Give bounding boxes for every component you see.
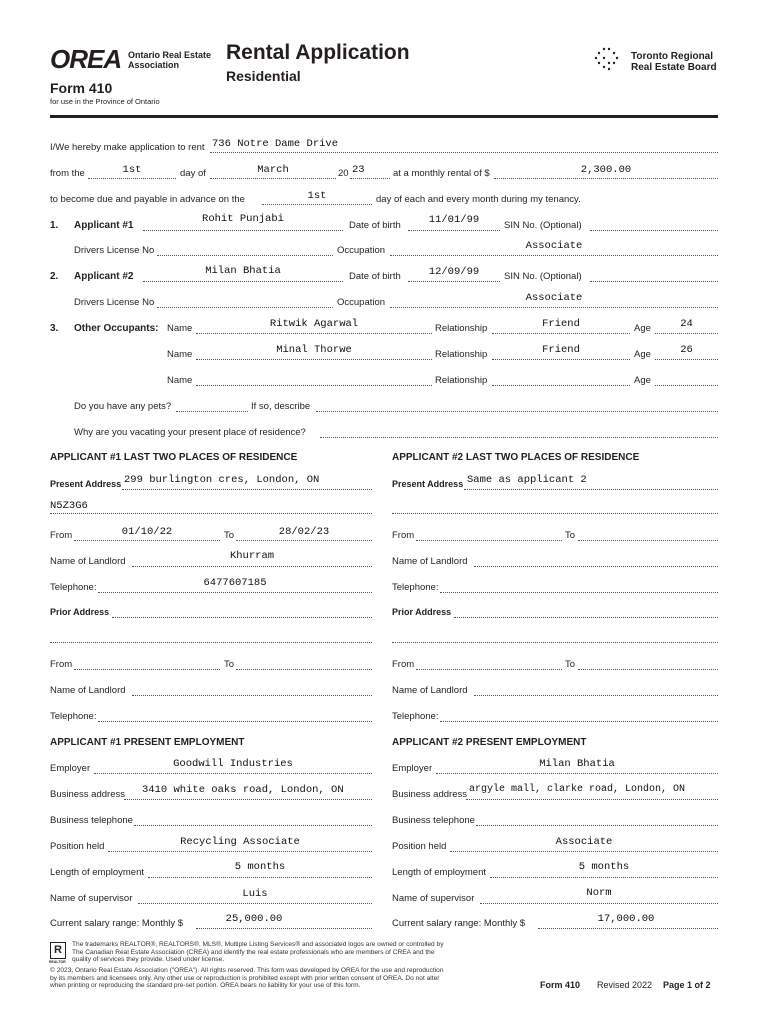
- month-value[interactable]: March: [257, 164, 289, 176]
- occupant3-name-line: [196, 385, 432, 386]
- a2-length[interactable]: 5 months: [578, 861, 630, 873]
- from-label: From: [50, 530, 73, 541]
- trreb-logo-icon: [592, 46, 622, 72]
- to-label-3: To: [565, 530, 576, 541]
- a1-supervisor[interactable]: Luis: [242, 888, 268, 900]
- a2-to-line: [578, 540, 718, 541]
- occupant-age-label-3: Age: [634, 375, 651, 386]
- due-day-line: [262, 204, 372, 205]
- a1-business-phone-line: [134, 825, 372, 826]
- supervisor-label-2: Name of supervisor: [392, 893, 475, 904]
- applicant1-label: Applicant #1: [74, 220, 134, 231]
- applicant2-name[interactable]: Milan Bhatia: [205, 265, 281, 277]
- a1-prior-line2: [50, 642, 372, 643]
- landlord-label-4: Name of Landlord: [392, 685, 468, 696]
- occupant1-relationship[interactable]: Friend: [542, 318, 580, 330]
- applicant2-number: 2.: [50, 271, 59, 282]
- a1-telephone[interactable]: 6477607185: [203, 577, 267, 589]
- applicant2-sin-line: [590, 281, 718, 282]
- a2-employer[interactable]: Milan Bhatia: [539, 758, 615, 770]
- a2-employer-line: [436, 773, 718, 774]
- if-so-label: If so, describe: [251, 401, 311, 412]
- a1-position-line: [108, 851, 372, 852]
- sin-label: SIN No. (Optional): [504, 220, 582, 231]
- applicant1-sin-line: [590, 230, 718, 231]
- applicant2-dob-line: [408, 281, 500, 282]
- present-address-label: Present Address: [50, 479, 122, 489]
- a1-salary[interactable]: 25,000.00: [225, 913, 283, 925]
- a2-prior-telephone-line: [440, 721, 718, 722]
- applicant1-occupation-line: [390, 255, 718, 256]
- position-label-2: Position held: [392, 841, 447, 852]
- a2-present-address-line2: [392, 513, 718, 514]
- from-label-3: From: [392, 530, 415, 541]
- pets-describe-line: [316, 411, 718, 412]
- a1-to[interactable]: 28/02/23: [278, 526, 330, 538]
- form-title: Rental Application: [226, 41, 410, 64]
- telephone-label-2: Telephone:: [50, 711, 97, 722]
- occupant-name-label: Name: [167, 323, 193, 334]
- drivers-label: Drivers License No: [74, 245, 155, 256]
- a2-present-address-line: [464, 489, 718, 490]
- applicant2-name-line: [143, 281, 343, 282]
- a2-prior-landlord-line: [474, 695, 718, 696]
- a2-business-address-line: [466, 799, 718, 800]
- a1-business-address-line: [124, 799, 372, 800]
- header-rule: [50, 115, 718, 118]
- due-day-value[interactable]: 1st: [307, 190, 327, 202]
- a2-position-line: [450, 851, 718, 852]
- due-suffix: day of each and every month during my tenancy.: [376, 194, 581, 205]
- year-line: [350, 178, 390, 179]
- salary-label-2: Current salary range: Monthly $: [392, 918, 526, 929]
- occupants-number: 3.: [50, 323, 59, 334]
- year-value[interactable]: 23: [352, 164, 365, 176]
- make-application-label: I/We hereby make application to rent: [50, 142, 205, 153]
- trreb-line2: Real Estate Board: [631, 62, 717, 73]
- from-label-2: From: [50, 659, 73, 670]
- occupants-label: Other Occupants:: [74, 323, 159, 334]
- applicant1-employment-heading: APPLICANT #1 PRESENT EMPLOYMENT: [50, 737, 245, 748]
- occupant-name-label-2: Name: [167, 349, 193, 360]
- a1-business-address[interactable]: 3410 white oaks road, London, ON: [142, 784, 344, 796]
- month-line: [210, 178, 336, 179]
- to-label-2: To: [224, 659, 235, 670]
- a1-length[interactable]: 5 months: [234, 861, 286, 873]
- a2-prior-from-line: [416, 669, 562, 670]
- vacating-label: Why are you vacating your present place of residence?: [74, 427, 306, 438]
- occupant-relationship-label-3: Relationship: [435, 375, 488, 386]
- occupant2-name[interactable]: Minal Thorwe: [276, 344, 352, 356]
- length-label: Length of employment: [50, 867, 145, 878]
- applicant1-residence-heading: APPLICANT #1 LAST TWO PLACES OF RESIDENCE: [50, 452, 298, 463]
- occupant2-age-line: [655, 359, 718, 360]
- realtor-logo-icon: R: [50, 942, 66, 959]
- rent-line: [494, 178, 718, 179]
- rent-value[interactable]: 2,300.00: [580, 164, 632, 176]
- a1-present-address[interactable]: 299 burlington cres, London, ON: [124, 474, 320, 486]
- a2-position[interactable]: Associate: [555, 836, 613, 848]
- drivers-label-2: Drivers License No: [74, 297, 155, 308]
- from-day-line: [88, 178, 176, 179]
- a2-from-line: [416, 540, 562, 541]
- occupant1-name-line: [196, 333, 432, 334]
- occupant2-relationship[interactable]: Friend: [542, 344, 580, 356]
- trreb-line1: Toronto Regional: [631, 51, 714, 62]
- occupant-age-label: Age: [634, 323, 651, 334]
- a1-present-address-line: [122, 489, 372, 490]
- pets-line: [176, 411, 248, 412]
- address-value[interactable]: 736 Notre Dame Drive: [212, 138, 339, 150]
- dob-label-2: Date of birth: [349, 271, 401, 282]
- a1-landlord-line: [132, 566, 372, 567]
- a1-supervisor-line: [138, 903, 372, 904]
- business-phone-label: Business telephone: [50, 815, 133, 826]
- legal-line1: The trademarks REALTOR®, REALTORS®, MLS®, Multiple Listing Services® and associated logos are owned or controlled by: [72, 941, 444, 948]
- telephone-label-4: Telephone:: [392, 711, 439, 722]
- from-day-value[interactable]: 1st: [122, 164, 142, 176]
- applicant2-label: Applicant #2: [74, 271, 134, 282]
- from-the-label: from the: [50, 168, 85, 179]
- due-label: to become due and payable in advance on the: [50, 194, 245, 205]
- occupation-label: Occupation: [337, 245, 386, 256]
- form-subtitle: Residential: [226, 68, 301, 84]
- a1-position[interactable]: Recycling Associate: [180, 836, 300, 848]
- occupant-age-label-2: Age: [634, 349, 651, 360]
- a2-supervisor-line: [480, 903, 718, 904]
- employer-label: Employer: [50, 763, 91, 774]
- a1-prior-from-line: [74, 669, 220, 670]
- applicant2-drivers-line: [157, 307, 333, 308]
- prior-address-label: Prior Address: [50, 607, 110, 617]
- day-of-label: day of: [180, 168, 206, 179]
- telephone-label: Telephone:: [50, 582, 97, 593]
- prior-address-label-2: Prior Address: [392, 607, 452, 617]
- a1-from-line: [74, 540, 220, 541]
- applicant2-residence-heading: APPLICANT #2 LAST TWO PLACES OF RESIDENCE: [392, 452, 640, 463]
- a1-from[interactable]: 01/10/22: [121, 526, 173, 538]
- landlord-label-2: Name of Landlord: [50, 685, 126, 696]
- a2-telephone-line: [440, 592, 718, 593]
- a2-landlord-line: [474, 566, 718, 567]
- applicant1-name-line: [143, 230, 343, 231]
- a2-business-phone-line: [476, 825, 718, 826]
- a2-prior-line: [454, 617, 718, 618]
- occupant1-relationship-line: [492, 333, 630, 334]
- applicant2-dob[interactable]: 12/09/99: [428, 266, 480, 278]
- orea-logo: OREA: [50, 44, 122, 74]
- org-name-line2: Association: [128, 60, 180, 70]
- salary-label: Current salary range: Monthly $: [50, 918, 184, 929]
- landlord-label: Name of Landlord: [50, 556, 126, 567]
- landlord-label-3: Name of Landlord: [392, 556, 468, 567]
- province-note: for use in the Province of Ontario: [50, 97, 160, 106]
- legal-line6: when printing or reproducing the standard pre-set portion. OREA bears no liability for your use of this form.: [50, 982, 361, 989]
- occupant2-age[interactable]: 26: [680, 344, 693, 356]
- occupant1-age[interactable]: 24: [680, 318, 693, 330]
- a1-employer[interactable]: Goodwill Industries: [173, 758, 293, 770]
- business-address-label: Business address: [50, 789, 125, 800]
- a2-business-address[interactable]: argyle mall, clarke road, London, ON: [469, 784, 686, 795]
- occupant-relationship-label: Relationship: [435, 323, 488, 334]
- a2-salary-line: [538, 928, 718, 929]
- occupation-label-2: Occupation: [337, 297, 386, 308]
- business-phone-label-2: Business telephone: [392, 815, 475, 826]
- footer-page: Page 1 of 2: [663, 980, 711, 990]
- applicant1-dob[interactable]: 11/01/99: [428, 214, 480, 226]
- present-address-label-2: Present Address: [392, 479, 464, 489]
- a1-present-address-line2: [50, 513, 372, 514]
- applicant2-employment-heading: APPLICANT #2 PRESENT EMPLOYMENT: [392, 737, 587, 748]
- a1-employer-line: [94, 773, 372, 774]
- a2-supervisor[interactable]: Norm: [586, 887, 612, 899]
- occupant-name-label-3: Name: [167, 375, 193, 386]
- applicant2-occupation[interactable]: Associate: [525, 292, 583, 304]
- footer-revised: Revised 2022: [597, 980, 653, 990]
- occupant3-relationship-line: [492, 385, 630, 386]
- legal-line4: © 2023, Ontario Real Estate Association ("OREA"). All rights reserved. This form was developed by OREA for the use and reproduction: [50, 967, 444, 974]
- to-label: To: [224, 530, 235, 541]
- a2-prior-to-line: [578, 669, 718, 670]
- a1-present-address2[interactable]: N5Z3G6: [50, 500, 88, 512]
- from-label-4: From: [392, 659, 415, 670]
- a1-prior-line: [112, 617, 372, 618]
- footer-form-number: Form 410: [540, 980, 581, 990]
- a1-to-line: [236, 540, 372, 541]
- occupant2-name-line: [196, 359, 432, 360]
- year-prefix: 20: [338, 168, 349, 179]
- a1-salary-line: [196, 928, 372, 929]
- a1-length-line: [148, 877, 372, 878]
- business-address-label-2: Business address: [392, 789, 467, 800]
- applicant1-occupation[interactable]: Associate: [525, 240, 583, 252]
- to-label-4: To: [565, 659, 576, 670]
- a2-length-line: [490, 877, 718, 878]
- pets-label: Do you have any pets?: [74, 401, 172, 412]
- a1-prior-to-line: [236, 669, 372, 670]
- address-line: [210, 152, 718, 153]
- employer-label-2: Employer: [392, 763, 433, 774]
- applicant1-drivers-line: [157, 255, 333, 256]
- a2-prior-line2: [392, 642, 718, 643]
- vacating-line: [320, 437, 718, 438]
- occupant-relationship-label-2: Relationship: [435, 349, 488, 360]
- supervisor-label: Name of supervisor: [50, 893, 133, 904]
- applicant1-name[interactable]: Rohit Punjabi: [202, 213, 284, 225]
- legal-line3: quality of services they provide. Used under license.: [72, 956, 225, 963]
- a2-present-address[interactable]: Same as applicant 2: [467, 474, 587, 486]
- a1-prior-landlord-line: [132, 695, 372, 696]
- applicant1-number: 1.: [50, 220, 59, 231]
- a1-landlord[interactable]: Khurram: [229, 550, 275, 562]
- a1-prior-telephone-line: [98, 721, 372, 722]
- telephone-label-3: Telephone:: [392, 582, 439, 593]
- dob-label: Date of birth: [349, 220, 401, 231]
- org-name-line1: Ontario Real Estate: [128, 50, 212, 60]
- realtor-logo-sub: REALTOR: [49, 960, 66, 964]
- applicant2-occupation-line: [390, 307, 718, 308]
- a2-salary[interactable]: 17,000.00: [597, 913, 655, 925]
- monthly-rental-label: at a monthly rental of $: [393, 168, 490, 179]
- sin-label-2: SIN No. (Optional): [504, 271, 582, 282]
- length-label-2: Length of employment: [392, 867, 487, 878]
- legal-line2: The Canadian Real Estate Association (CREA) and identify the real estate professionals who are members of CREA and the: [72, 948, 435, 956]
- a1-telephone-line: [98, 592, 372, 593]
- form-number: Form 410: [50, 80, 113, 96]
- applicant1-dob-line: [408, 230, 500, 231]
- occupant1-age-line: [655, 333, 718, 334]
- occupant3-age-line: [655, 385, 718, 386]
- occupant1-name[interactable]: Ritwik Agarwal: [269, 318, 359, 330]
- legal-line5: by its members and licensees only. Any other use or reproduction is prohibited except with prior written consent of OREA. Do not alter: [50, 974, 440, 982]
- occupant2-relationship-line: [492, 359, 630, 360]
- position-label: Position held: [50, 841, 105, 852]
